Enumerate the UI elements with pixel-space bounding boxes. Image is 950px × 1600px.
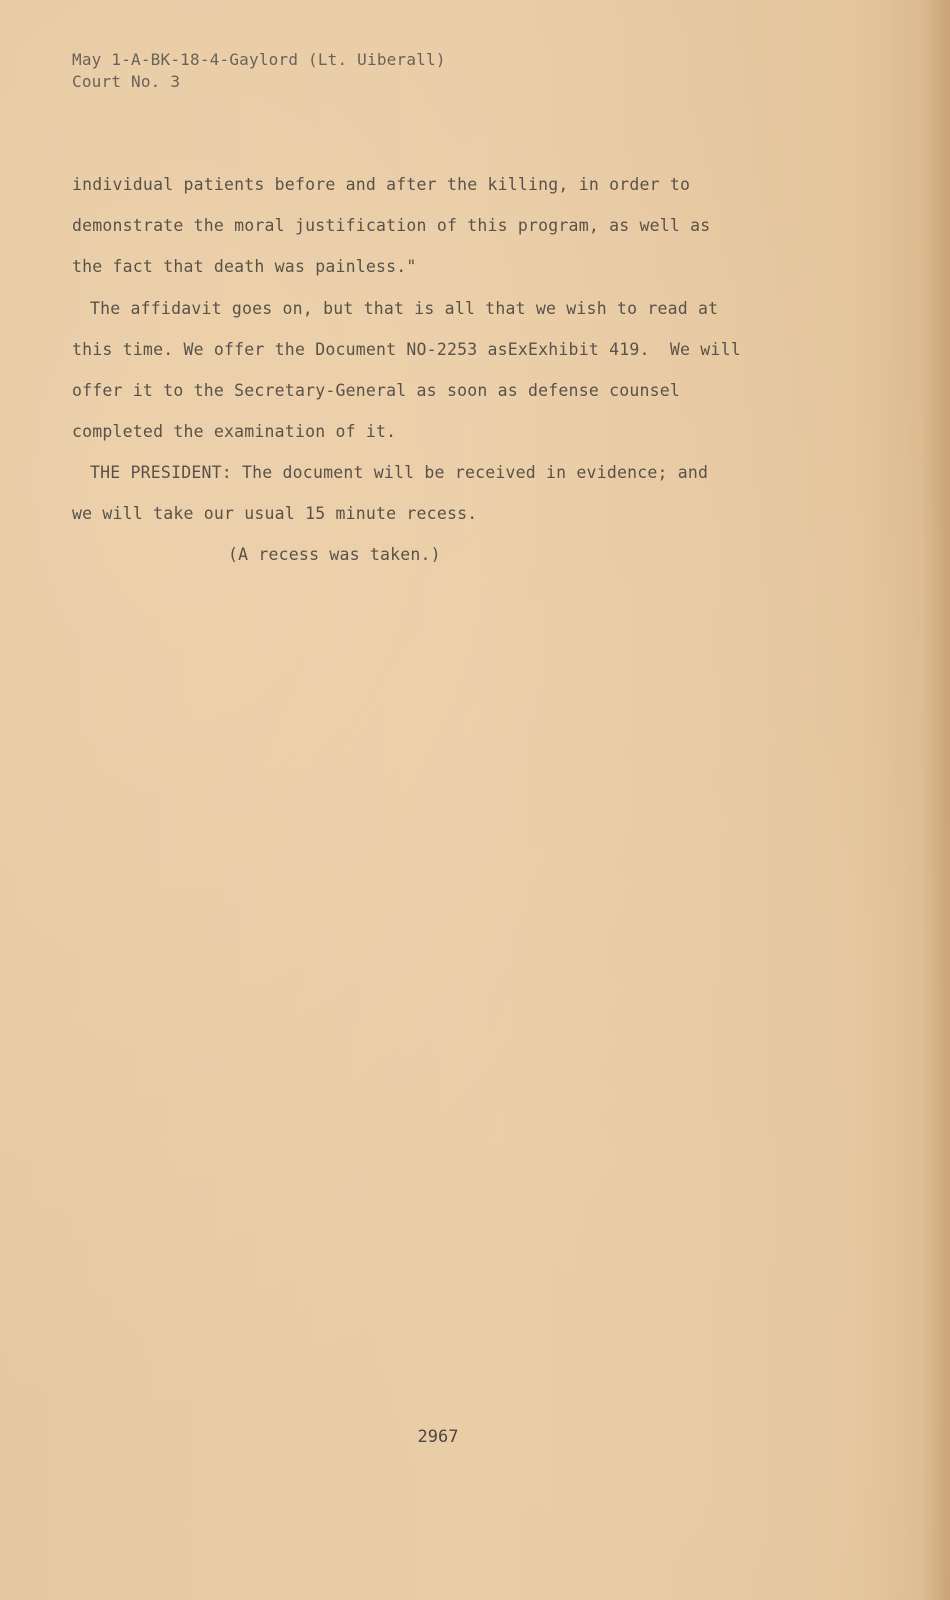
page-number: 2967 [417, 1427, 459, 1447]
body-line-6: offer it to the Secretary-General as soon as defense counsel [72, 381, 681, 400]
header-line-2: Court No. 3 [72, 72, 181, 91]
body-line-4: The affidavit goes on, but that is all that we wish to read at [90, 299, 719, 318]
body-line-3: the fact that death was painless." [72, 257, 417, 276]
body-line-5: this time. We offer the Document NO-2253 asExExhibit 419. We will [72, 340, 741, 359]
body-line-1: individual patients before and after the killing, in order to [72, 175, 691, 194]
body-line-7: completed the examination of it. [72, 422, 397, 441]
page-edge-shadow [922, 0, 950, 1600]
body-line-10: (A recess was taken.) [228, 545, 441, 564]
header-line-1: May 1-A-BK-18-4-Gaylord (Lt. Uiberall) [72, 50, 446, 69]
body-line-2: demonstrate the moral justification of this program, as well as [72, 216, 711, 235]
body-line-8: THE PRESIDENT: The document will be received in evidence; and [90, 463, 709, 482]
body-line-9: we will take our usual 15 minute recess. [72, 504, 478, 523]
